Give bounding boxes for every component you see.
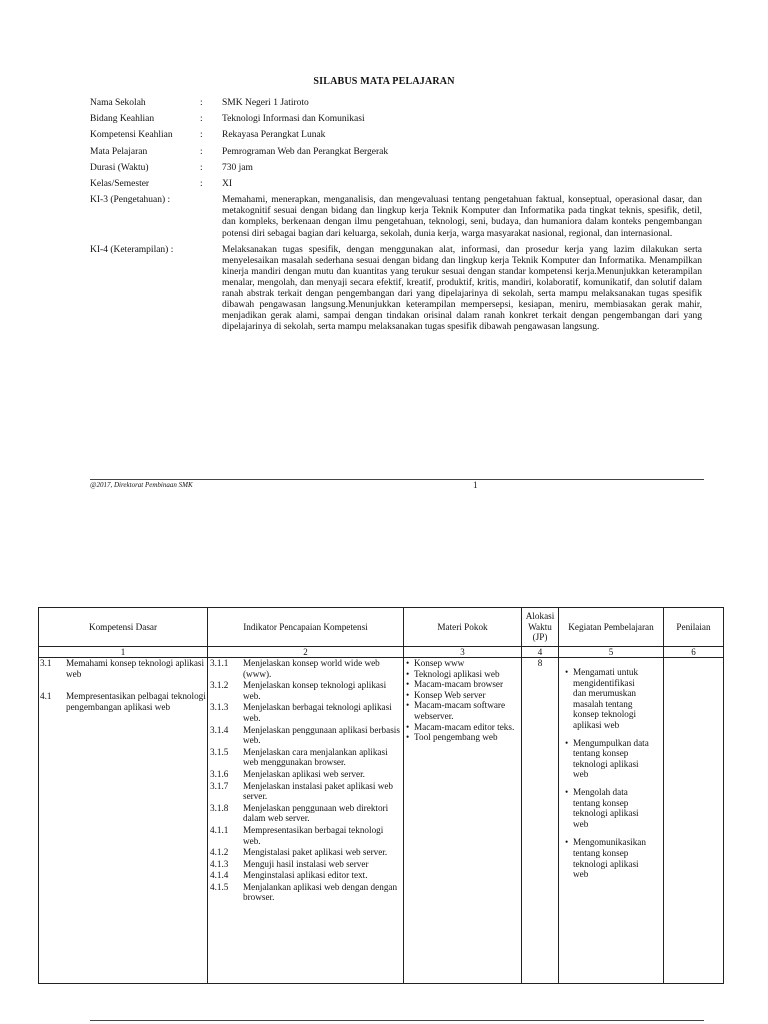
indikator-text: Mengistalasi paket aplikasi web server. [243, 847, 388, 858]
indikator-number: 4.1.4 [210, 870, 229, 881]
materi-item [404, 732, 521, 743]
indikator-number: 3.1.4 [210, 724, 229, 735]
info-colon: : [200, 162, 203, 173]
kompetensi-dasar-cell [39, 658, 208, 984]
indikator-text: Menguji hasil instalasi web server [243, 858, 369, 869]
kd-number: 3.1 [40, 658, 52, 668]
table-header-row [39, 608, 724, 647]
materi-item [404, 679, 521, 690]
bullet-icon: • [565, 667, 569, 677]
indikator-number: 4.1.5 [210, 881, 229, 892]
info-value: XI [222, 179, 233, 190]
materi-text: Macam-macam software webserver. [414, 700, 506, 721]
indikator-number: 4.1.3 [210, 858, 229, 869]
indikator-number: 3.1.8 [210, 802, 229, 813]
info-row-durasi [90, 163, 702, 174]
materi-item [404, 722, 521, 733]
info-label: Kelas/Semester [90, 179, 150, 190]
column-number: 5 [559, 647, 664, 658]
kegiatan-text: Mengolah data tentang konsep teknologi aplikasi web [573, 786, 639, 829]
bullet-icon: • [406, 668, 410, 679]
indikator-text: Menjelaskan penggunaan web direktori dalam web server. [243, 802, 389, 824]
page-number: 1 [473, 480, 478, 490]
footer-copyright: @2017, Direktorat Pembinaan SMK [90, 481, 193, 489]
kd-text: Mempresentasikan pelbagai teknologi pengembangan aplikasi web [66, 691, 206, 712]
info-colon: : [200, 179, 203, 190]
kegiatan-list [559, 658, 663, 880]
indikator-item [208, 680, 403, 701]
indikator-item [208, 803, 403, 824]
indikator-number: 3.1.5 [210, 746, 229, 757]
bullet-icon: • [406, 721, 410, 732]
info-label: Bidang Keahlian [90, 114, 155, 125]
column-number: 1 [39, 647, 208, 658]
info-colon: : [200, 146, 203, 157]
kegiatan-item [563, 787, 653, 829]
ki4-text: Melaksanakan tugas spesifik, dengan menggunakan alat, informasi, dan prosedur kerja yang lazim dilakukan serta menyelesaikan masalah sederhana sesuai dengan bidang dan lingkup kerja Teknik Komputer dan Informatika. Menampilkan kinerja mandiri dengan mutu dan kuantitas yang terukur sesuai dengan standar kompetensi kerja.Menunjukkan keterampilan menalar, mengolah, dan menyaji secara efektif, kreatif, produktif, kritis, mandiri, kolaboratif, komunikatif, dan solutif dalam ranah abstrak terkait dengan pengembangan dari yang dipelajarinya di sekolah, serta mampu melaksanakan tugas spesifik dibawah pengawasan langsung.Menunjukkan keterampilan mempersepsi, kesiapan, meniru, membiasakan gerak mahir, menjadikan gerak alami, sampai dengan tindakan orisinal dalam ranah konkret terkait dengan pengembangan dari yang dipelajarinya di sekolah, serta mampu melaksanakan tugas spesifik dibawah pengawasan langsung. [222, 244, 702, 333]
info-block [90, 98, 702, 338]
materi-item [404, 700, 521, 721]
indikator-item [208, 725, 403, 746]
kegiatan-text: Mengumpulkan data tentang konsep teknologi aplikasi web [573, 737, 649, 780]
info-value: 730 jam [222, 162, 253, 173]
bullet-icon: • [406, 658, 410, 668]
kegiatan-item [563, 667, 653, 731]
info-colon: : [200, 114, 203, 125]
header-indikator: Indikator Pencapaian Kompetensi [208, 608, 404, 647]
header-kegiatan: Kegiatan Pembelajaran [559, 608, 664, 647]
ki3-text: Memahami, menerapkan, menganalisis, dan mengevaluasi tentang pengetahuan faktual, konseptual, operasional dasar, dan metakognitif sesuai dengan bidang dan lingkup kerja Teknik Komputer dan Informatika pada tingkat teknis, spesifik, detil, dan kompleks, berkenaan dengan ilmu pengetahuan, teknologi, seni, budaya, dan humaniora dalam konteks pengembangan potensi diri sebagai bagian dari keluarga, sekolah, dunia kerja, warga masyarakat nasional, regional, dan internasional. [222, 195, 702, 239]
materi-text: Macam-macam browser [414, 679, 504, 690]
bullet-icon: • [565, 737, 569, 748]
info-row-ki3 [90, 195, 702, 239]
kegiatan-text: Mengamati untuk mengidentifikasi dan merumuskan masalah tentang konsep teknologi aplikasi web [573, 667, 639, 730]
kd-text: Memahami konsep teknologi aplikasi web [66, 658, 205, 679]
header-penilaian: Penilaian [664, 608, 724, 647]
materi-item [404, 690, 521, 701]
indikator-item [208, 769, 403, 780]
indikator-text: Menjelaskan penggunaan aplikasi berbasis web. [243, 724, 400, 746]
kd-number: 4.1 [40, 691, 52, 702]
indikator-number: 3.1.2 [210, 680, 229, 691]
info-value: Pemrograman Web dan Perangkat Bergerak [222, 146, 389, 157]
alokasi-waktu-cell: 8 [522, 658, 559, 984]
indikator-number: 3.1.6 [210, 768, 229, 779]
ki4-label: KI-4 (Keterampilan) : [90, 244, 174, 255]
kd-item [39, 691, 207, 712]
ki3-label: KI-3 (Pengetahuan) : [90, 195, 171, 206]
indikator-number: 3.1.3 [210, 702, 229, 713]
indikator-cell [208, 658, 404, 984]
info-row-ki4 [90, 245, 702, 334]
info-colon: : [200, 98, 203, 108]
bottom-divider [90, 1020, 704, 1021]
footer-divider [90, 479, 704, 480]
materi-text: Teknologi aplikasi web [414, 668, 500, 679]
info-row-kompetensi-keahlian [90, 130, 702, 141]
kegiatan-item [563, 837, 653, 879]
kegiatan-cell [559, 658, 664, 984]
indikator-item [208, 882, 403, 903]
info-label: Durasi (Waktu) [90, 162, 149, 173]
indikator-text: Menjelaskan konsep world wide web (www). [243, 658, 380, 679]
indikator-number: 4.1.1 [210, 824, 229, 835]
info-row-kelas-semester [90, 179, 702, 190]
materi-text: Konsep www [414, 658, 465, 668]
column-number: 2 [208, 647, 404, 658]
header-alokasi-waktu: Alokasi Waktu (JP) [522, 608, 559, 647]
document-title: SILABUS MATA PELAJARAN [313, 76, 455, 87]
materi-pokok-cell [404, 658, 522, 984]
info-value: Rekayasa Perangkat Lunak [222, 130, 326, 141]
indikator-text: Menginstalasi aplikasi editor text. [243, 870, 368, 881]
indikator-item [208, 825, 403, 846]
materi-text: Tool pengembang web [414, 732, 498, 743]
kegiatan-item [563, 738, 653, 780]
kegiatan-text: Mengomunikasikan tentang konsep teknologi aplikasi web [573, 837, 646, 880]
info-label: Kompetensi Keahlian [90, 130, 173, 141]
syllabus-table [38, 607, 724, 984]
bullet-icon: • [565, 837, 569, 848]
info-colon: : [200, 130, 203, 141]
bullet-icon: • [565, 786, 569, 797]
indikator-item [208, 870, 403, 881]
bullet-icon: • [406, 732, 410, 743]
indikator-number: 3.1.1 [210, 658, 229, 668]
indikator-text: Menjelaskan cara menjalankan aplikasi web menggunakan browser. [243, 746, 388, 768]
indikator-number: 3.1.7 [210, 780, 229, 791]
indikator-item [208, 702, 403, 723]
bullet-icon: • [406, 700, 410, 711]
header-materi-pokok: Materi Pokok [404, 608, 522, 647]
indikator-item [208, 847, 403, 858]
indikator-item [208, 747, 403, 768]
info-label: Mata Pelajaran [90, 146, 148, 157]
column-number: 4 [522, 647, 559, 658]
materi-text: Macam-macam editor teks. [414, 721, 515, 732]
materi-item [404, 669, 521, 680]
indikator-number: 4.1.2 [210, 847, 229, 858]
indikator-text: Menjelaskan berbagai teknologi aplikasi web. [243, 702, 392, 723]
info-row-bidang-keahlian [90, 114, 702, 125]
indikator-item [208, 859, 403, 870]
kd-item [39, 658, 207, 679]
indikator-item [208, 781, 403, 802]
materi-item [404, 658, 521, 669]
indikator-text: Menjelaskan aplikasi web server. [243, 768, 365, 779]
indikator-text: Menjelaskan konsep teknologi aplikasi web. [243, 680, 387, 701]
materi-text: Konsep Web server [414, 689, 486, 700]
column-number-row [39, 647, 724, 658]
info-value: SMK Negeri 1 Jatiroto [222, 98, 309, 108]
bullet-icon: • [406, 689, 410, 700]
page-one [0, 0, 768, 500]
column-number: 6 [664, 647, 724, 658]
bullet-icon: • [406, 679, 410, 690]
indikator-text: Mempresentasikan berbagai teknologi web. [243, 824, 384, 846]
penilaian-cell [664, 658, 724, 984]
info-row-nama-sekolah [90, 98, 702, 109]
indikator-text: Menjelaskan instalasi paket aplikasi web server. [243, 780, 394, 802]
header-kompetensi-dasar: Kompetensi Dasar [39, 608, 208, 647]
info-row-mata-pelajaran [90, 147, 702, 158]
indikator-text: Menjalankan aplikasi web dengan dengan browser. [243, 881, 398, 903]
table-row [39, 658, 724, 984]
indikator-item [208, 658, 403, 679]
info-value: Teknologi Informasi dan Komunikasi [222, 114, 365, 125]
column-number: 3 [404, 647, 522, 658]
info-label: Nama Sekolah [90, 98, 146, 108]
